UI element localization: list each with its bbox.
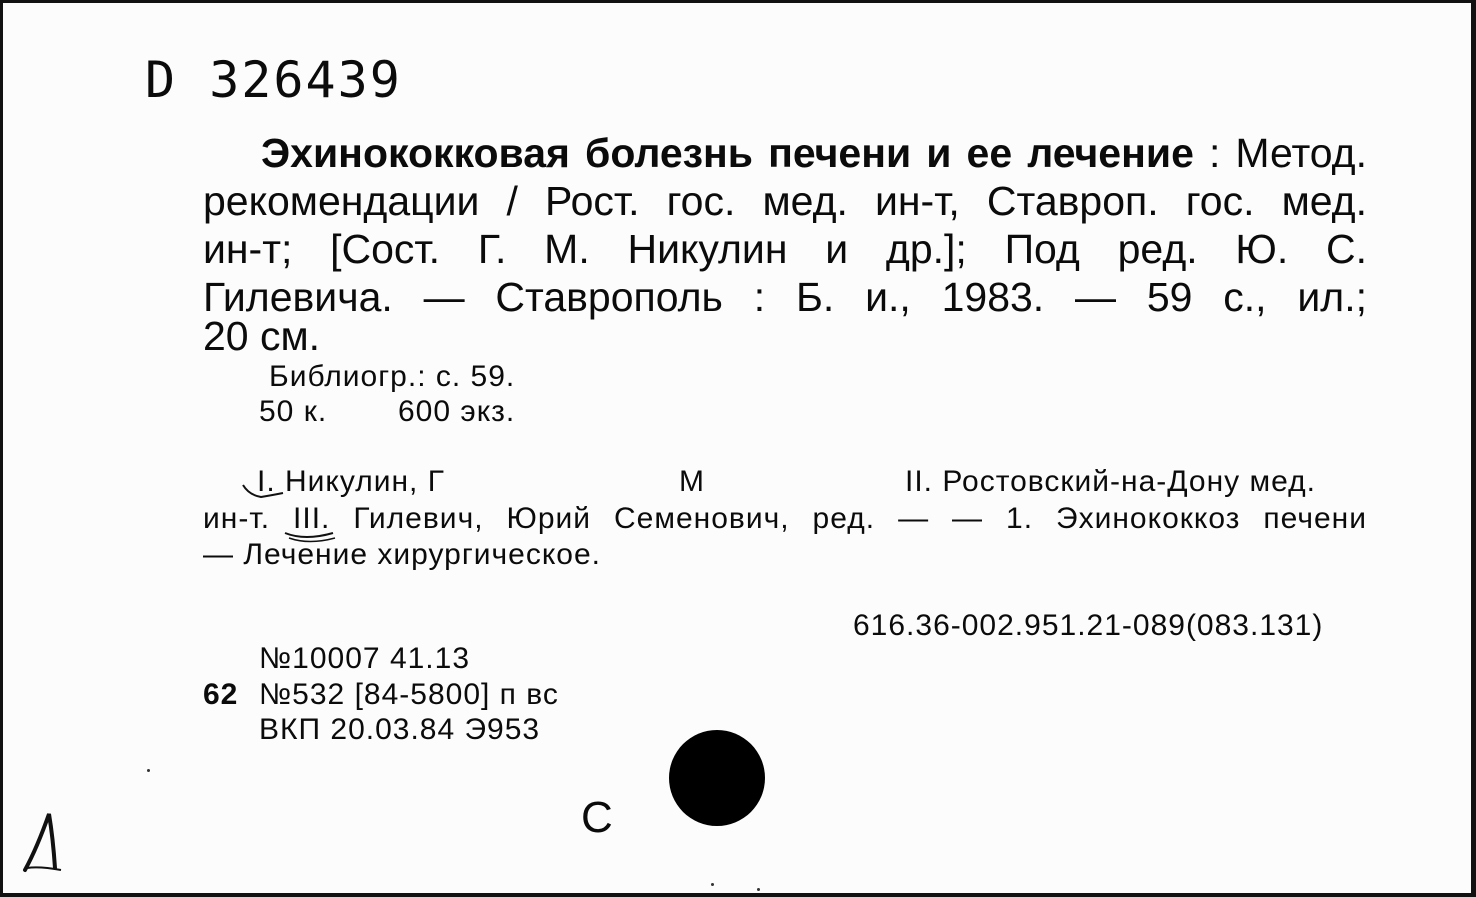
service-line-1: №10007 41.13 bbox=[259, 642, 471, 675]
entry-line-2: рекомендации / Рост. гос. мед. ин-т, Ставроп. гос. мед. bbox=[203, 178, 1367, 224]
accession-number: D 326439 bbox=[145, 51, 402, 109]
punch-hole-dot bbox=[669, 730, 765, 826]
service-count: 62 bbox=[203, 678, 239, 711]
entry-line-5: 20 см. bbox=[203, 313, 321, 359]
entry-line-1 bbox=[261, 130, 1367, 176]
classification-number: 616.36-002.951.21-089(083.131) bbox=[853, 609, 1324, 642]
entry-line-4: Гилевича. — Ставрополь : Б. и., 1983. — 59 с., ил.; bbox=[203, 274, 1367, 320]
entry-title-rest: : Метод. bbox=[1193, 130, 1367, 176]
entry-title: Эхинококковая болезнь печени и ее лечение bbox=[261, 130, 1194, 176]
tracing-institution: II. Ростовский-на-Дону мед. bbox=[905, 465, 1317, 498]
handwritten-mark bbox=[19, 808, 69, 878]
service-line-2: №532 [84-5800] п вс bbox=[259, 678, 559, 711]
speck bbox=[147, 769, 150, 772]
tracing-line-2: ин-т. III. Гилевич, Юрий Семенович, ред. — — 1. Эхинококкоз печени bbox=[203, 502, 1367, 535]
speck bbox=[757, 888, 760, 891]
bibliography-note: Библиогр.: с. 59. bbox=[269, 360, 516, 393]
copies-note: 600 экз. bbox=[398, 395, 516, 428]
handwritten-underline-marks bbox=[239, 481, 339, 551]
service-line-3: ВКП 20.03.84 Э953 bbox=[259, 713, 541, 746]
price-note: 50 к. bbox=[259, 395, 328, 428]
tracing-author: I. Никулин, Г bbox=[257, 465, 445, 498]
mark-letter: С bbox=[581, 793, 613, 842]
speck bbox=[711, 883, 714, 886]
tracing-initial: М bbox=[679, 465, 705, 498]
tracing-line-3: — Лечение хирургическое. bbox=[203, 538, 602, 571]
entry-line-3: ин-т; [Сост. Г. М. Никулин и др.]; Под ред. Ю. С. bbox=[203, 226, 1367, 272]
